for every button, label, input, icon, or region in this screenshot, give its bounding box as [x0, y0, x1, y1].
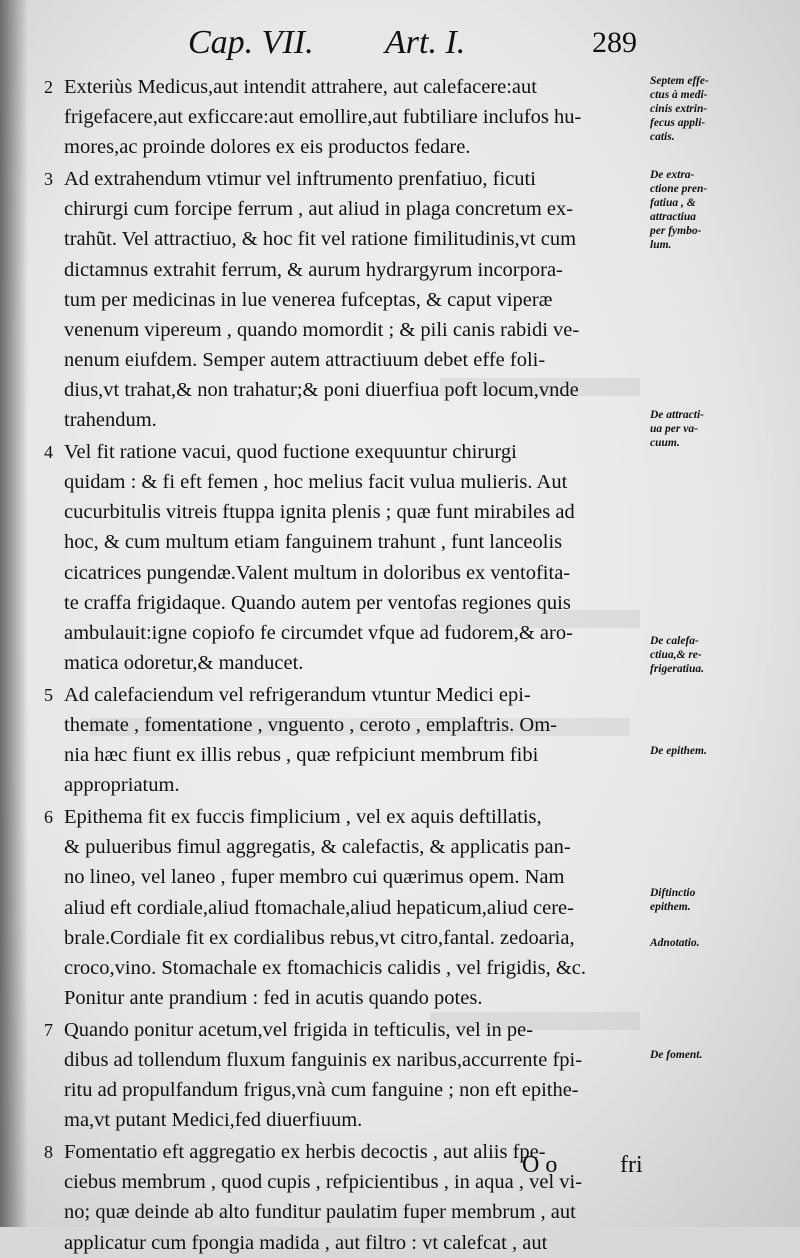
- chapter-heading: Cap. VII.: [188, 24, 314, 61]
- line-text: dius,vt trahat,& non trahatur;& poni diuerfiua poft locum,vnde: [64, 378, 579, 401]
- signature-mark: O o: [522, 1152, 558, 1178]
- text-line: [44, 923, 656, 953]
- text-line: [44, 1228, 656, 1258]
- line-text: nia hæc fiunt ex illis rebus , quæ refpiciunt membrum fibi: [64, 744, 539, 767]
- margin-note-line: fecus appli-: [650, 117, 706, 129]
- text-line: [44, 1137, 656, 1167]
- line-text: te craffa frigidaque. Quando autem per ventofas regiones quis: [64, 591, 571, 614]
- margin-note-line: De foment.: [650, 1049, 703, 1061]
- margin-note-fomentation: [650, 1048, 790, 1062]
- article-heading: Art. I.: [385, 24, 466, 61]
- line-text: ma,vt putant Medici,fed diuerfiuum.: [64, 1109, 363, 1132]
- text-line: [44, 285, 656, 315]
- text-line: [44, 467, 656, 497]
- text-line: [44, 375, 656, 405]
- text-line: [44, 527, 656, 557]
- line-text: aliud eft cordiale,aliud ftomachale,aliud hepaticum,aliud cere-: [64, 896, 574, 919]
- line-text: cucurbitulis vitreis ftuppa ignita plenis ; quæ funt mirabiles ad: [64, 501, 575, 524]
- text-line: [44, 1197, 656, 1227]
- text-line: [44, 770, 656, 800]
- running-header: [0, 20, 800, 68]
- gutter-shadow: [0, 0, 28, 1227]
- margin-note-line: ctiua,& re-: [650, 649, 702, 661]
- text-line: [44, 862, 656, 892]
- margin-note-line: De attracti-: [650, 409, 704, 421]
- line-text: applicatur cum fpongia madida , aut filtro : vt calefcat , aut: [64, 1231, 548, 1254]
- text-line: [44, 802, 656, 832]
- text-line: [44, 255, 656, 285]
- line-text: quidam : & fi eft femen , hoc melius facit vulua mulieris. Aut: [64, 471, 568, 494]
- line-text: nenum eiufdem. Semper autem attractiuum debet effe foli-: [64, 348, 546, 371]
- line-text: Epithema fit ex fuccis fimplicium , vel ex aquis deftillatis,: [64, 806, 542, 829]
- margin-note-epithem: [650, 744, 790, 758]
- line-text: no; quæ deinde ab alto funditur paulatim fuper membrum , aut: [64, 1201, 576, 1224]
- line-text: themate , fomentatione , vnguento , ceroto , emplaftris. Om-: [64, 713, 557, 736]
- text-line: [44, 558, 656, 588]
- margin-note-line: Diftinctio: [650, 887, 696, 899]
- text-line: [44, 618, 656, 648]
- line-text: cicatrices pungendæ.Valent multum in doloribus ex ventofita-: [64, 561, 571, 584]
- margin-note-line: attractiua: [650, 211, 697, 223]
- margin-note-vacuum: [650, 408, 790, 450]
- margin-note-line: frigeratiua.: [650, 663, 704, 675]
- line-text: croco,vino. Stomachale ex ftomachicis calidis , vel frigidis, &c.: [64, 956, 587, 979]
- body-text: [44, 70, 656, 1258]
- line-text: dictamnus extrahit ferrum, & aurum hydrargyrum incorpora-: [64, 258, 563, 281]
- text-line: [44, 680, 656, 710]
- line-text: tum per medicinas in lue venerea fufceptas, & caput viperæ: [64, 288, 553, 311]
- line-text: & pulueribus fimul aggregatis, & calefactis, & applicatis pan-: [64, 836, 571, 859]
- line-text: no lineo, vel laneo , fuper membro cui quærimus opem. Nam: [64, 866, 565, 889]
- line-text: mores,ac proinde dolores ex eis productos fedare.: [64, 136, 471, 159]
- margin-note-effects: [650, 74, 790, 144]
- margin-note-line: fatiua , &: [650, 197, 696, 209]
- margin-note-line: De calefa-: [650, 635, 699, 647]
- margin-note-line: cinis extrin-: [650, 103, 708, 115]
- paragraph-number: 7: [44, 1019, 53, 1040]
- line-text: ciebus membrum , quod cupis , refpicientibus , in aqua , vel vi-: [64, 1171, 583, 1194]
- paragraph-number: 2: [44, 77, 53, 97]
- text-line: [44, 1075, 656, 1105]
- text-line: [44, 315, 656, 345]
- margin-note-line: Septem effe-: [650, 75, 709, 87]
- margin-note-epithem-distinction: [650, 886, 790, 914]
- paragraph-number: 5: [44, 684, 53, 705]
- line-text: Exteriùs Medicus,aut intendit attrahere, aut calefacere:aut: [64, 76, 537, 98]
- text-line: [44, 1105, 656, 1135]
- line-text: venenum vipereum , quando momordit ; & pili canis rabidi ve-: [64, 318, 580, 341]
- line-text: matica odoretur,& manducet.: [64, 651, 304, 674]
- line-text: Vel fit ratione vacui, quod fuctione exequuntur chirurgi: [64, 441, 517, 464]
- margin-note-line: cuum.: [650, 437, 680, 449]
- text-line: [44, 740, 656, 770]
- margin-note-line: epithem.: [650, 901, 691, 913]
- margin-note-line: catis.: [650, 131, 675, 143]
- text-line: [44, 224, 656, 254]
- margin-note-line: ua per va-: [650, 423, 698, 435]
- text-line: [44, 832, 656, 862]
- line-text: Quando ponitur acetum,vel frigida in tefticulis, vel in pe-: [64, 1018, 534, 1041]
- text-line: [44, 405, 656, 435]
- line-text: ritu ad propulfandum frigus,vnà cum fanguine ; non eft epithe-: [64, 1079, 579, 1102]
- line-text: Fomentatio eft aggregatio ex herbis decoctis , aut aliis fpe-: [64, 1141, 546, 1164]
- text-line: [44, 164, 656, 194]
- paragraph-number: 6: [44, 807, 53, 828]
- line-text: frigefacere,aut exficcare:aut emollire,aut fubtiliare inclufos hu-: [64, 106, 582, 129]
- text-line: [44, 648, 656, 678]
- text-line: [44, 953, 656, 983]
- text-line: [44, 893, 656, 923]
- page-number: 289: [592, 26, 637, 59]
- margin-note-line: ctus à medi-: [650, 89, 708, 101]
- line-text: Ad calefaciendum vel refrigerandum vtuntur Medici epi-: [64, 683, 531, 706]
- text-line: [44, 1167, 656, 1197]
- paragraph-number: 3: [44, 169, 53, 190]
- line-text: trahũt. Vel attractiuo, & hoc fit vel ratione fimilitudinis,vt cum: [64, 228, 577, 251]
- line-text: ambulauit:igne copiofo fe circumdet vfque ad fudorem,& aro-: [64, 621, 573, 644]
- margin-note-line: per fymbo-: [650, 225, 702, 237]
- paragraph-number: 4: [44, 442, 53, 463]
- text-line: [44, 497, 656, 527]
- text-line: [44, 345, 656, 375]
- line-text: dibus ad tollendum fluxum fanguinis ex naribus,accurrente fpi-: [64, 1049, 583, 1071]
- line-text: trahendum.: [64, 409, 157, 432]
- text-line: [44, 437, 656, 467]
- margin-note-extraction: [650, 168, 790, 252]
- line-text: hoc, & cum multum etiam fanguinem trahunt , funt lanceolis: [64, 531, 563, 554]
- line-text: appropriatum.: [64, 774, 180, 797]
- text-line: [44, 132, 656, 162]
- margin-note-line: De extra-: [650, 169, 695, 181]
- line-text: Ad extrahendum vtimur vel inftrumento prenfatiuo, ficuti: [64, 168, 536, 191]
- line-text: chirurgi cum forcipe ferrum , aut aliud in plaga concretum ex-: [64, 198, 574, 221]
- text-line: [44, 1015, 656, 1045]
- margin-note-line: lum.: [650, 239, 672, 251]
- margin-note-line: Adnotatio.: [650, 937, 700, 949]
- text-line: [44, 588, 656, 618]
- paragraph-number: 8: [44, 1142, 53, 1163]
- margin-note-line: De epithem.: [650, 745, 707, 757]
- text-line: [44, 102, 656, 132]
- text-line: [44, 710, 656, 740]
- line-text: Ponitur ante prandium : fed in acutis quando potes.: [64, 986, 483, 1009]
- text-line: [44, 72, 656, 102]
- margin-note-annotation: [650, 936, 790, 950]
- margin-note-heating-cooling: [650, 634, 790, 676]
- text-line: [44, 983, 656, 1013]
- text-line: [44, 1045, 656, 1075]
- text-line: [44, 194, 656, 224]
- catchword: fri: [620, 1152, 643, 1178]
- margin-note-line: ctione pren-: [650, 183, 708, 195]
- line-text: brale.Cordiale fit ex cordialibus rebus,vt citro,fantal. zedoaria,: [64, 926, 575, 949]
